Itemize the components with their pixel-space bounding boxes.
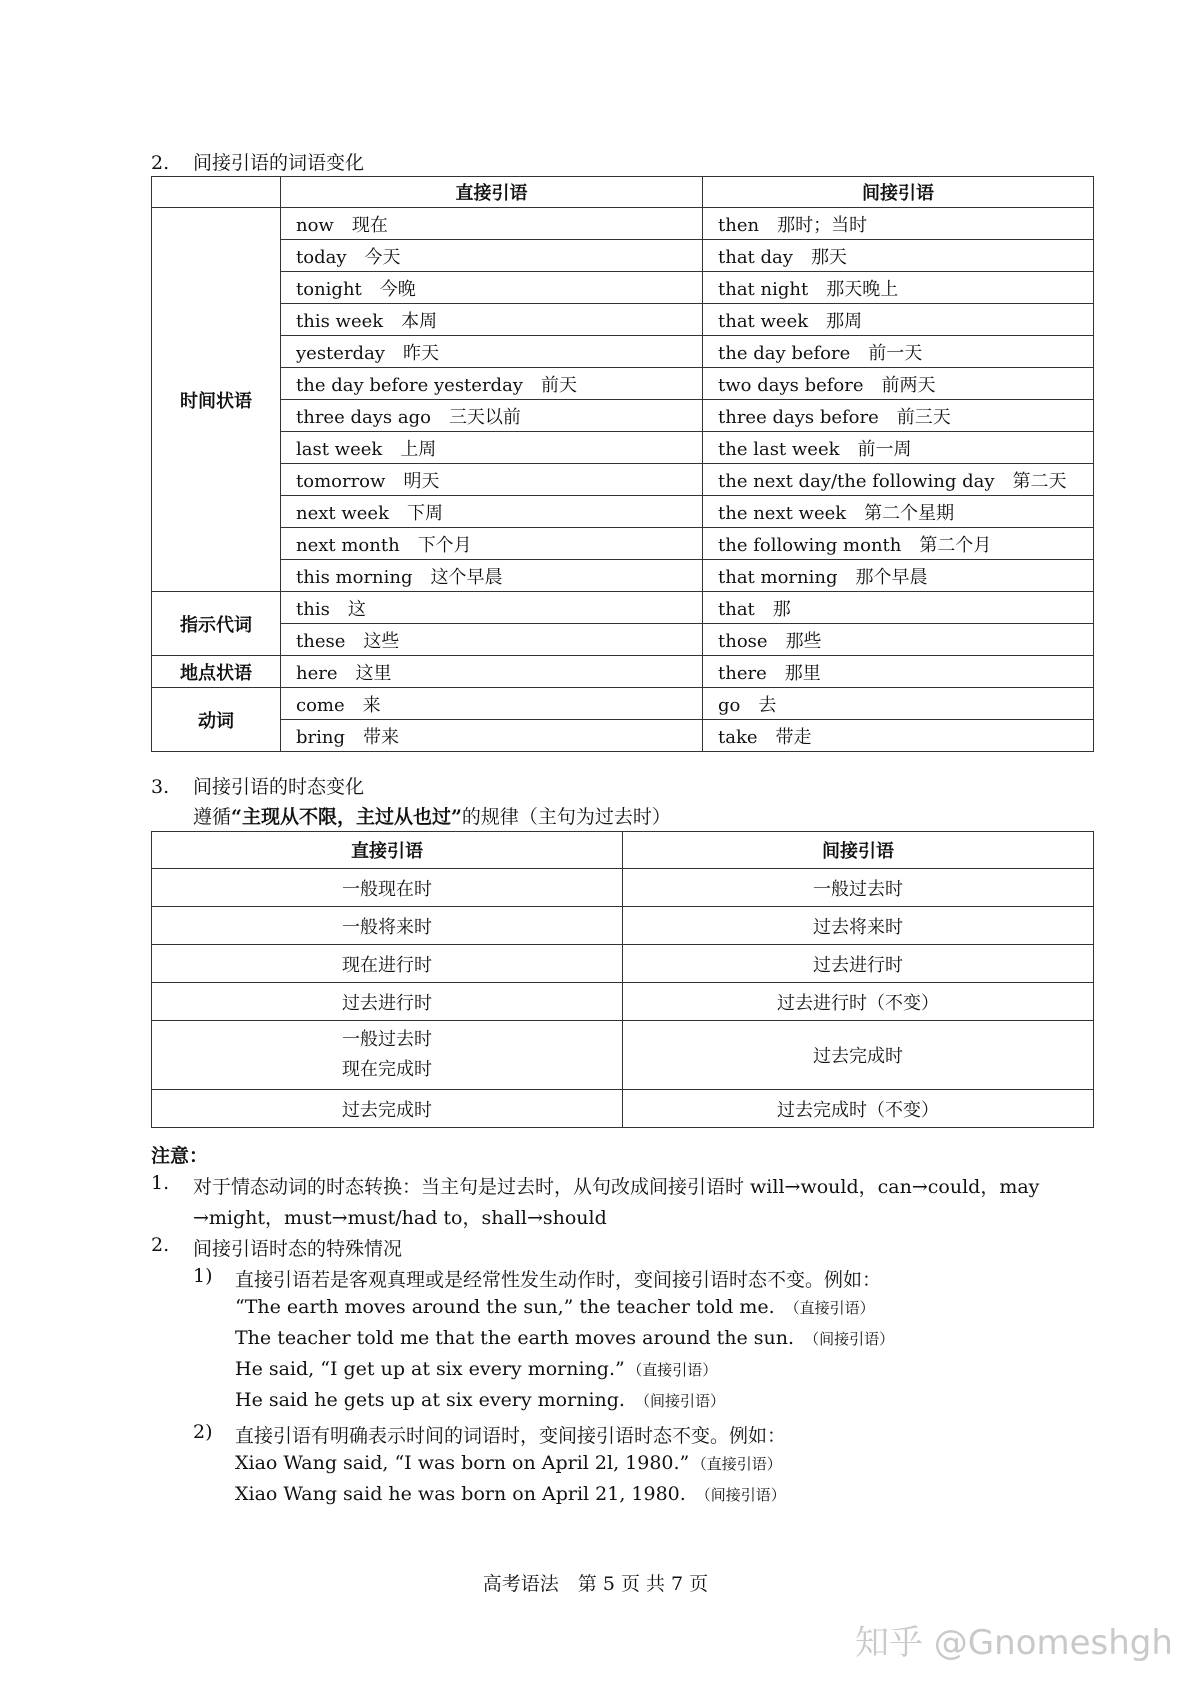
chinese-meaning: 上周 bbox=[400, 438, 437, 460]
direct-cell bbox=[281, 208, 703, 240]
sub-1-number: 1) bbox=[193, 1265, 213, 1287]
direct-cell bbox=[281, 400, 703, 432]
indirect-tense-cell: 过去将来时 bbox=[623, 907, 1094, 945]
category-cell: 时间状语 bbox=[152, 208, 281, 592]
table-row bbox=[152, 304, 1094, 336]
indirect-cell bbox=[703, 688, 1094, 720]
english-term: now bbox=[296, 214, 334, 236]
indirect-cell bbox=[703, 496, 1094, 528]
table-row bbox=[152, 869, 1094, 907]
table-row bbox=[152, 688, 1094, 720]
example-line: “The earth moves around the sun,” the teacher told me. （直接引语） bbox=[235, 1296, 875, 1318]
table-header-row bbox=[152, 177, 1094, 208]
english-term: last week bbox=[296, 438, 383, 460]
tense-label: 一般现在时 bbox=[342, 878, 432, 900]
note-2-number: 2. bbox=[151, 1234, 170, 1256]
chinese-meaning: 那些 bbox=[785, 630, 822, 652]
note-1-number: 1. bbox=[151, 1172, 170, 1194]
watermark: 知乎 @Gnomeshgh bbox=[855, 1623, 1173, 1663]
table-row bbox=[152, 624, 1094, 656]
category-cell: 动词 bbox=[152, 688, 281, 752]
tense-label: 现在完成时 bbox=[342, 1059, 432, 1080]
indirect-cell bbox=[703, 368, 1094, 400]
direct-cell bbox=[281, 464, 703, 496]
table-row bbox=[152, 656, 1094, 688]
chinese-meaning: 这些 bbox=[363, 630, 400, 652]
chinese-meaning: 带来 bbox=[363, 726, 399, 748]
indirect-cell bbox=[703, 656, 1094, 688]
chinese-meaning: 下周 bbox=[406, 502, 443, 524]
indirect-tense-cell: 过去完成时 bbox=[623, 1021, 1094, 1090]
english-term: two days before bbox=[718, 374, 864, 396]
header-indirect: 间接引语 bbox=[703, 177, 1094, 208]
table-row bbox=[152, 240, 1094, 272]
chinese-meaning: 那个早晨 bbox=[855, 566, 928, 588]
table-row bbox=[152, 945, 1094, 983]
direct-cell bbox=[281, 592, 703, 624]
category-cell: 指示代词 bbox=[152, 592, 281, 656]
chinese-meaning: 这里 bbox=[355, 662, 392, 684]
chinese-meaning: 本周 bbox=[401, 310, 438, 332]
english-term: that bbox=[718, 598, 755, 620]
section-3-number: 3. bbox=[151, 776, 170, 798]
tense-label: 一般过去时 bbox=[342, 1029, 432, 1050]
direct-cell bbox=[281, 688, 703, 720]
indirect-cell bbox=[703, 592, 1094, 624]
direct-cell bbox=[281, 240, 703, 272]
direct-cell bbox=[281, 432, 703, 464]
english-term: come bbox=[296, 694, 345, 716]
direct-tense-cell bbox=[152, 983, 623, 1021]
english-term: that day bbox=[718, 246, 793, 268]
indirect-cell bbox=[703, 432, 1094, 464]
english-term: the day before yesterday bbox=[296, 374, 523, 396]
english-term: here bbox=[296, 662, 338, 684]
chinese-meaning: 第二天 bbox=[1012, 470, 1067, 492]
chinese-meaning: 那天晚上 bbox=[826, 278, 899, 300]
table-row bbox=[152, 983, 1094, 1021]
chinese-meaning: 带走 bbox=[775, 726, 812, 748]
chinese-meaning: 下个月 bbox=[417, 534, 472, 556]
english-term: that night bbox=[718, 278, 809, 300]
direct-tense-cell bbox=[152, 945, 623, 983]
sub-2-number: 2) bbox=[193, 1421, 213, 1443]
direct-cell bbox=[281, 304, 703, 336]
direct-cell bbox=[281, 368, 703, 400]
table-row bbox=[152, 720, 1094, 752]
tense-label: 过去完成时 bbox=[342, 1099, 432, 1121]
chinese-meaning: 去 bbox=[758, 694, 777, 716]
indirect-cell bbox=[703, 528, 1094, 560]
note-1-line2: →might，must→must/had to，shall→should bbox=[193, 1207, 607, 1229]
chinese-meaning: 前两天 bbox=[881, 374, 936, 396]
chinese-meaning: 这个早晨 bbox=[430, 566, 503, 588]
section-3-rule bbox=[193, 802, 671, 829]
english-term: those bbox=[718, 630, 768, 652]
english-term: that morning bbox=[718, 566, 838, 588]
chinese-meaning: 现在 bbox=[351, 214, 388, 236]
english-term: this bbox=[296, 598, 330, 620]
note-title: 注意： bbox=[151, 1145, 209, 1167]
table-row bbox=[152, 907, 1094, 945]
section-3-heading bbox=[151, 772, 364, 799]
table-row bbox=[152, 208, 1094, 240]
indirect-cell bbox=[703, 400, 1094, 432]
direct-cell bbox=[281, 336, 703, 368]
english-term: this week bbox=[296, 310, 384, 332]
direct-cell bbox=[281, 496, 703, 528]
note-1-line1: 对于情态动词的时态转换：当主句是过去时，从句改成间接引语时 will→would，can→could，may bbox=[193, 1176, 1040, 1198]
english-term: take bbox=[718, 726, 758, 748]
english-term: three days ago bbox=[296, 406, 431, 428]
tense-change-table bbox=[151, 831, 1094, 1128]
indirect-cell bbox=[703, 336, 1094, 368]
table-row bbox=[152, 528, 1094, 560]
table-row bbox=[152, 432, 1094, 464]
table-row bbox=[152, 272, 1094, 304]
chinese-meaning: 那周 bbox=[826, 310, 863, 332]
section-2-number: 2. bbox=[151, 152, 170, 174]
rule-suffix: 的规律（主句为过去时） bbox=[461, 806, 671, 828]
english-term: then bbox=[718, 214, 760, 236]
english-term: the next week bbox=[718, 502, 847, 524]
indirect-cell bbox=[703, 464, 1094, 496]
direct-tense-cell bbox=[152, 869, 623, 907]
direct-tense-cell bbox=[152, 1090, 623, 1128]
example-line: Xiao Wang said, “I was born on April 2l, 1980.” （直接引语） bbox=[235, 1452, 782, 1474]
table-header-row bbox=[152, 832, 1094, 869]
indirect-tense-cell: 过去进行时 bbox=[623, 945, 1094, 983]
direct-cell bbox=[281, 272, 703, 304]
english-term: next week bbox=[296, 502, 389, 524]
direct-tense-cell bbox=[152, 907, 623, 945]
rule-bold: “主现从不限，主过从也过” bbox=[231, 806, 462, 828]
english-term: today bbox=[296, 246, 347, 268]
section-3-title: 间接引语的时态变化 bbox=[193, 776, 365, 798]
english-term: this morning bbox=[296, 566, 413, 588]
header-indirect: 间接引语 bbox=[623, 832, 1094, 869]
chinese-meaning: 那里 bbox=[784, 662, 821, 684]
english-term: tonight bbox=[296, 278, 362, 300]
english-term: the day before bbox=[718, 342, 851, 364]
chinese-meaning: 那天 bbox=[810, 246, 847, 268]
table-row bbox=[152, 1090, 1094, 1128]
table-row bbox=[152, 336, 1094, 368]
chinese-meaning: 来 bbox=[362, 694, 381, 716]
chinese-meaning: 昨天 bbox=[402, 342, 439, 364]
indirect-cell bbox=[703, 304, 1094, 336]
table-row bbox=[152, 464, 1094, 496]
chinese-meaning: 今天 bbox=[364, 246, 401, 268]
english-term: yesterday bbox=[296, 342, 385, 364]
direct-cell bbox=[281, 656, 703, 688]
chinese-meaning: 今晚 bbox=[379, 278, 416, 300]
note-2-title: 间接引语时态的特殊情况 bbox=[193, 1238, 403, 1260]
header-direct: 直接引语 bbox=[152, 832, 623, 869]
english-term: the next day/the following day bbox=[718, 470, 995, 492]
direct-cell bbox=[281, 528, 703, 560]
table-row bbox=[152, 592, 1094, 624]
section-2-heading bbox=[151, 148, 364, 175]
direct-cell bbox=[281, 720, 703, 752]
table-row bbox=[152, 496, 1094, 528]
table-row bbox=[152, 1021, 1094, 1090]
chinese-meaning: 三天以前 bbox=[448, 406, 521, 428]
english-term: tomorrow bbox=[296, 470, 386, 492]
rule-prefix: 遵循 bbox=[193, 806, 232, 828]
chinese-meaning: 这 bbox=[347, 598, 366, 620]
chinese-meaning: 前一周 bbox=[857, 438, 912, 460]
section-2-title: 间接引语的词语变化 bbox=[193, 152, 365, 174]
indirect-tense-cell: 一般过去时 bbox=[623, 869, 1094, 907]
chinese-meaning: 第二个月 bbox=[919, 534, 992, 556]
english-term: these bbox=[296, 630, 346, 652]
header-direct: 直接引语 bbox=[281, 177, 703, 208]
english-term: the following month bbox=[718, 534, 902, 556]
english-term: that week bbox=[718, 310, 809, 332]
example-line: Xiao Wang said he was born on April 21, 1980. （间接引语） bbox=[235, 1483, 786, 1505]
indirect-cell bbox=[703, 208, 1094, 240]
english-term: three days before bbox=[718, 406, 879, 428]
sub-1-title: 直接引语若是客观真理或是经常性发生动作时，变间接引语时态不变。例如： bbox=[235, 1269, 882, 1291]
chinese-meaning: 明天 bbox=[403, 470, 440, 492]
page-footer: 高考语法 第 5 页 共 7 页 bbox=[482, 1573, 709, 1595]
table-row bbox=[152, 400, 1094, 432]
chinese-meaning: 前天 bbox=[540, 374, 577, 396]
english-term: bring bbox=[296, 726, 345, 748]
example-line: The teacher told me that the earth moves around the sun. （间接引语） bbox=[235, 1327, 895, 1349]
sub-2-title: 直接引语有明确表示时间的词语时，变间接引语时态不变。例如： bbox=[235, 1425, 787, 1447]
chinese-meaning: 那时；当时 bbox=[777, 214, 868, 236]
word-change-table bbox=[151, 176, 1094, 752]
table-row bbox=[152, 368, 1094, 400]
example-line: He said he gets up at six every morning. （间接引语） bbox=[235, 1389, 725, 1411]
category-cell: 地点状语 bbox=[152, 656, 281, 688]
indirect-cell bbox=[703, 240, 1094, 272]
indirect-cell bbox=[703, 560, 1094, 592]
indirect-cell bbox=[703, 272, 1094, 304]
indirect-tense-cell: 过去完成时（不变） bbox=[623, 1090, 1094, 1128]
indirect-cell bbox=[703, 720, 1094, 752]
direct-cell bbox=[281, 560, 703, 592]
tense-label: 过去进行时 bbox=[342, 992, 432, 1014]
direct-tense-cell bbox=[152, 1021, 623, 1090]
indirect-cell bbox=[703, 624, 1094, 656]
chinese-meaning: 第二个星期 bbox=[864, 502, 955, 524]
chinese-meaning: 前一天 bbox=[868, 342, 923, 364]
direct-cell bbox=[281, 624, 703, 656]
english-term: go bbox=[718, 694, 741, 716]
chinese-meaning: 那 bbox=[772, 598, 791, 620]
header-blank bbox=[152, 177, 281, 208]
english-term: the last week bbox=[718, 438, 840, 460]
example-line: He said, “I get up at six every morning.” （直接引语） bbox=[235, 1358, 718, 1380]
tense-label: 现在进行时 bbox=[342, 954, 432, 976]
table-row bbox=[152, 560, 1094, 592]
english-term: next month bbox=[296, 534, 400, 556]
indirect-tense-cell: 过去进行时（不变） bbox=[623, 983, 1094, 1021]
chinese-meaning: 前三天 bbox=[896, 406, 951, 428]
tense-label: 一般将来时 bbox=[342, 916, 432, 938]
english-term: there bbox=[718, 662, 767, 684]
